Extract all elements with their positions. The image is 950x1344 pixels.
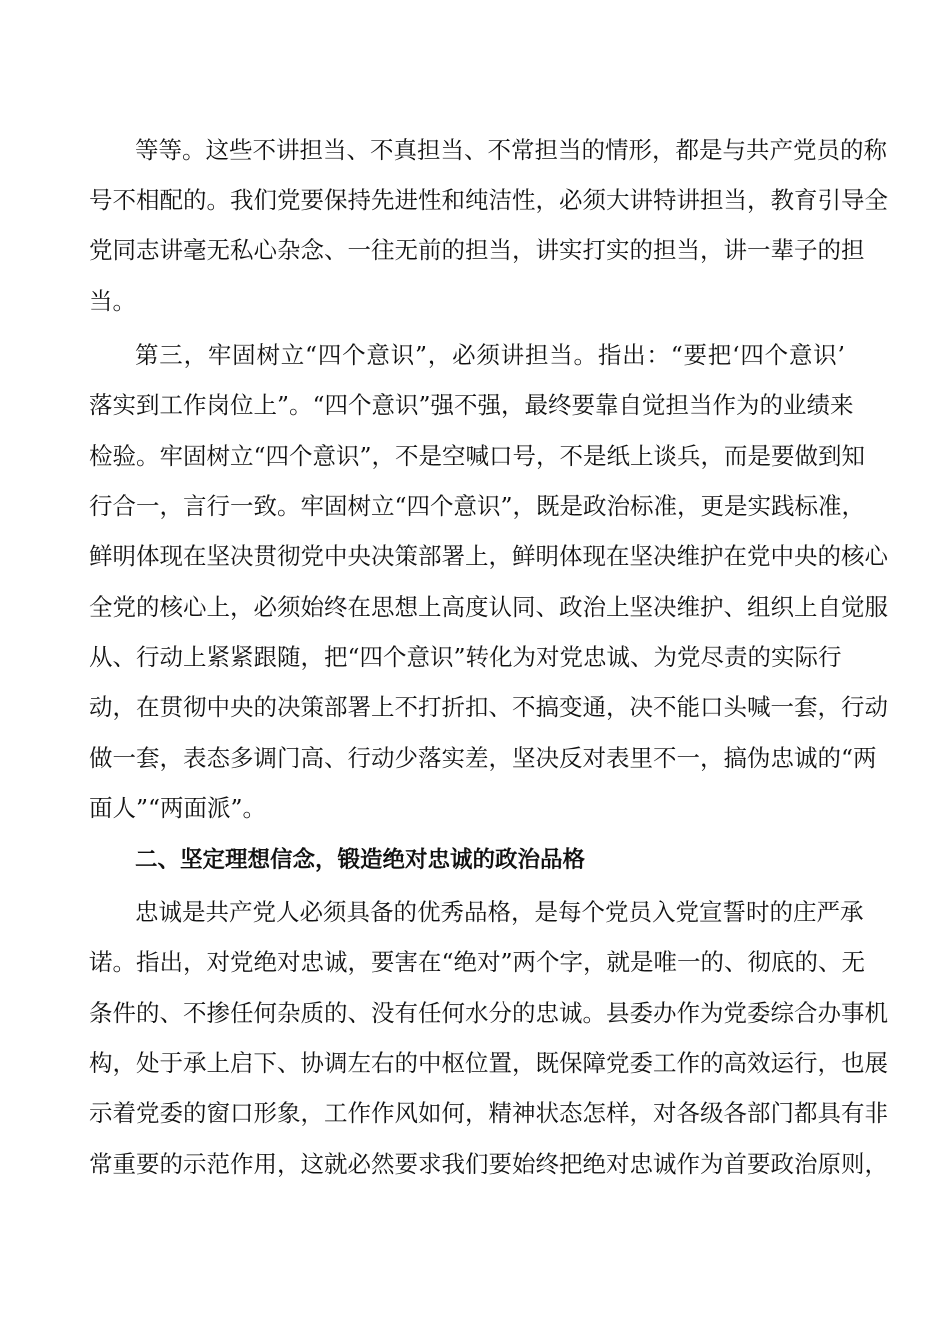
- body-text-line: 做一套，表态多调门高、行动少落实差，坚决反对表里不一，搞伪忠诚的“两: [89, 744, 877, 772]
- body-text-line: 全党的核心上，必须始终在思想上高度认同、政治上坚决维护、组织上自觉服: [89, 593, 888, 621]
- body-text-line: 党同志讲毫无私心杂念、一往无前的担当，讲实打实的担当，讲一辈子的担: [89, 236, 865, 264]
- body-text-line: 常重要的示范作用，这就必然要求我们要始终把绝对忠诚作为首要政治原则，: [89, 1150, 888, 1178]
- body-text-line: 号不相配的。我们党要保持先进性和纯洁性，必须大讲特讲担当，教育引导全: [89, 186, 888, 214]
- body-text-line: 诺。指出，对党绝对忠诚，要害在“绝对”两个字，就是唯一的、彻底的、无: [89, 948, 866, 976]
- section-heading: 二、坚定理想信念，锻造绝对忠诚的政治品格: [135, 847, 586, 873]
- body-text-line: 面人”“两面派”。: [89, 794, 267, 822]
- body-text-line: 从、行动上紧紧跟随，把“四个意识”转化为对党忠诚、为党尽责的实际行: [89, 643, 842, 671]
- body-text-line: 检验。牢固树立“四个意识”，不是空喊口号，不是纸上谈兵，而是要做到知: [89, 442, 866, 470]
- body-text-line: 落实到工作岗位上”。“四个意识”强不强，最终要靠自觉担当作为的业绩来: [89, 391, 854, 419]
- body-text-line: 示着党委的窗口形象，工作作风如何，精神状态怎样，对各级各部门都具有非: [89, 1099, 888, 1127]
- body-text-line: 构，处于承上启下、协调左右的中枢位置，既保障党委工作的高效运行，也展: [89, 1049, 888, 1077]
- body-text-line: 忠诚是共产党人必须具备的优秀品格，是每个党员入党宣誓时的庄严承: [135, 898, 864, 926]
- body-text-line: 条件的、不掺任何杂质的、没有任何水分的忠诚。县委办作为党委综合办事机: [89, 999, 888, 1027]
- body-text-line: 动，在贯彻中央的决策部署上不打折扣、不搞变通，决不能口头喊一套，行动: [89, 693, 888, 721]
- body-text-line: 第三，牢固树立“四个意识”，必须讲担当。指出：“要把‘四个意识’: [135, 341, 845, 369]
- body-text-line: 鲜明体现在坚决贯彻党中央决策部署上，鲜明体现在坚决维护在党中央的核心: [89, 542, 888, 570]
- body-text-line: 行合一，言行一致。牢固树立“四个意识”，既是政治标准，更是实践标准，: [89, 492, 866, 520]
- body-text-line: 当。: [89, 287, 136, 315]
- body-text-line: 等等。这些不讲担当、不真担当、不常担当的情形，都是与共产党员的称: [135, 136, 887, 164]
